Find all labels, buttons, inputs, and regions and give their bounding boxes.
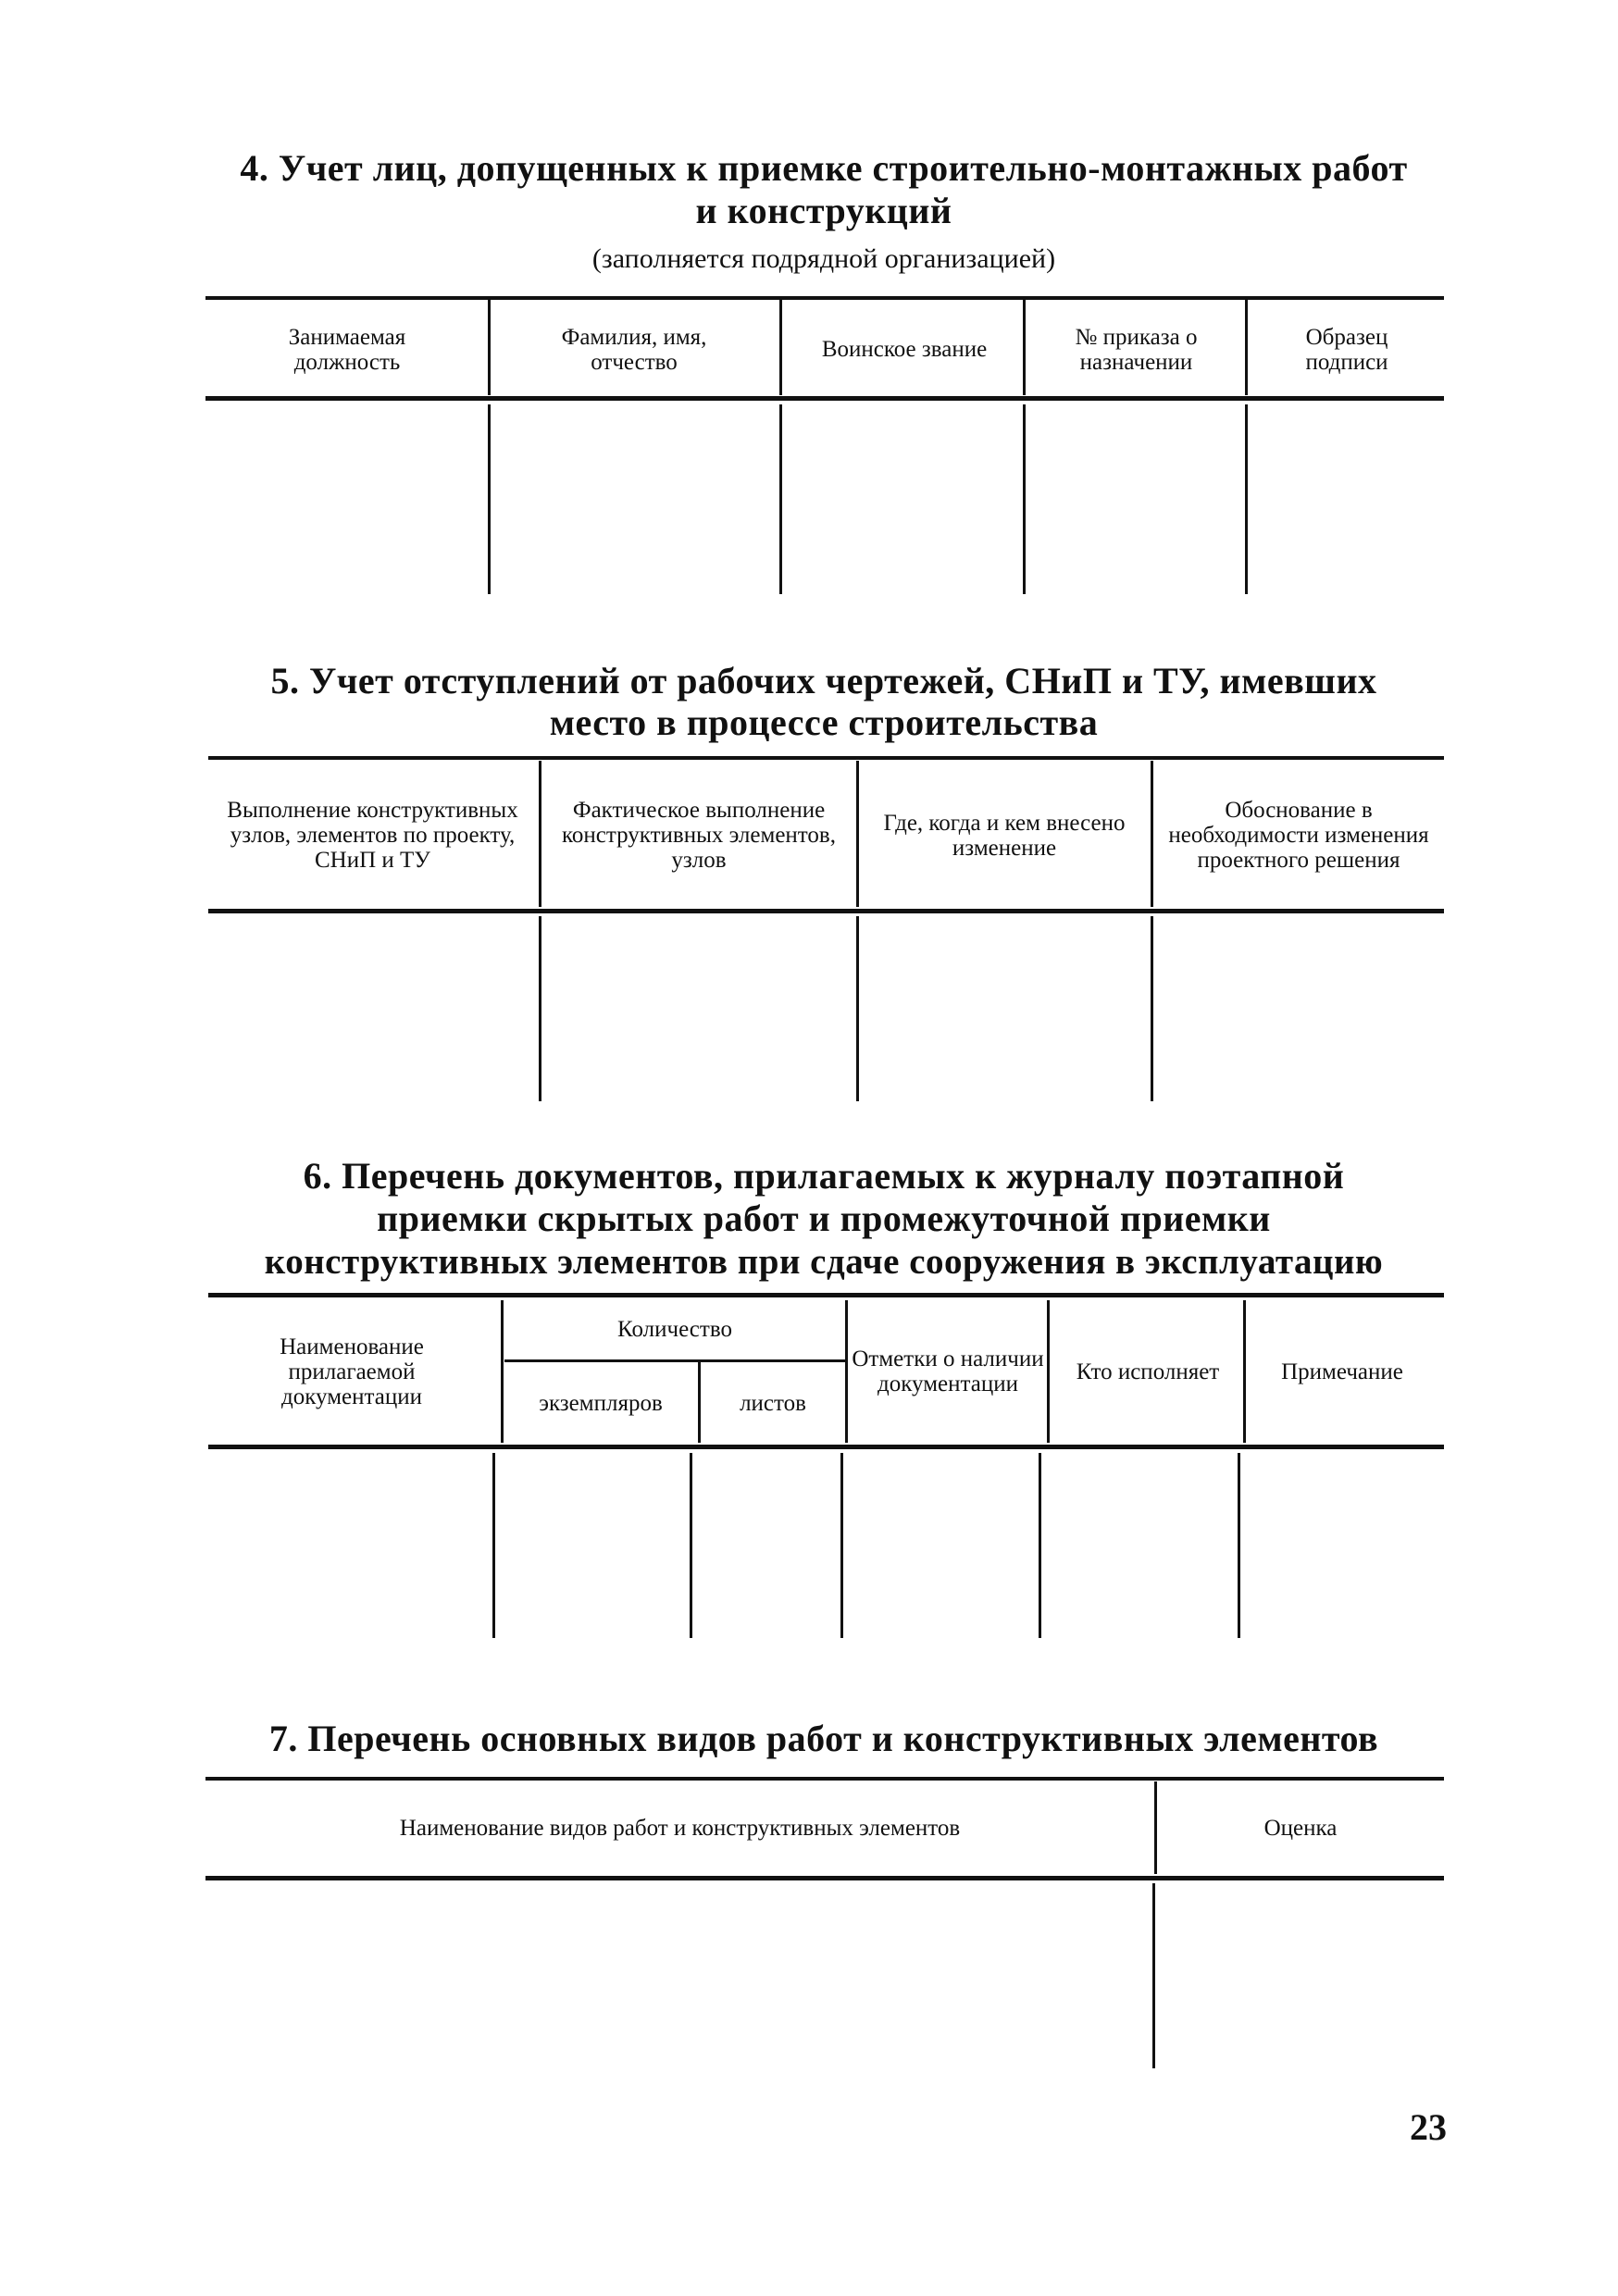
section-4-divider <box>1023 404 1026 594</box>
section-5-table-top-rule <box>208 756 1444 760</box>
section-5-divider <box>856 761 859 907</box>
section-7-header-work-types: Наименование видов работ и конструктивных элементов <box>399 1816 961 1841</box>
section-7-title: 7. Перечень основных видов работ и конструктивных элементов <box>268 1718 1379 1759</box>
section-4-header-military-rank: Воинское звание <box>821 337 988 362</box>
section-4-title-line2: и конструкций <box>695 190 952 231</box>
section-4-header-order-number: № приказа о назначении <box>1075 324 1198 375</box>
section-6-header-note: Примечание <box>1281 1359 1403 1384</box>
section-6-divider <box>690 1453 692 1638</box>
section-6-table-header-rule <box>208 1445 1444 1449</box>
section-6-header-document-name: Наименование прилагаемой документации <box>280 1334 424 1409</box>
section-5-header-actual: Фактическое выполнение конструктивных элементов, узлов <box>562 798 836 873</box>
section-6-divider <box>845 1300 848 1443</box>
section-6-header-copies: экземпляров <box>539 1391 663 1416</box>
section-6-quantity-rule <box>504 1359 845 1362</box>
section-5-divider <box>1151 916 1153 1101</box>
section-4-header-position: Занимаемая должность <box>288 324 406 375</box>
section-5-divider <box>539 916 541 1101</box>
section-6-divider <box>492 1453 495 1638</box>
section-7-table-top-rule <box>205 1777 1444 1781</box>
section-6-divider <box>1047 1300 1050 1443</box>
section-7-divider <box>1154 1781 1157 1874</box>
section-5-title-line1: 5. Учет отступлений от рабочих чертежей, СНиП и ТУ, имевших <box>270 660 1377 701</box>
section-4-divider <box>488 300 491 395</box>
section-4-divider <box>488 404 491 594</box>
section-6-header-quantity: Количество <box>617 1316 732 1342</box>
section-4-subtitle: (заполняется подрядной организацией) <box>591 243 1056 274</box>
section-6-divider <box>1039 1453 1041 1638</box>
section-7-table-header-rule <box>205 1876 1444 1880</box>
section-6-header-executor: Кто исполняет <box>1076 1359 1220 1384</box>
section-5-divider <box>539 761 541 907</box>
section-4-divider <box>1023 300 1026 395</box>
section-6-divider <box>840 1453 843 1638</box>
section-4-table-header-rule <box>205 396 1444 401</box>
section-7-header-grade: Оценка <box>1263 1816 1338 1841</box>
section-5-title-line2: место в процессе строительства <box>549 701 1099 743</box>
section-5-table-header-rule <box>208 909 1444 913</box>
section-4-header-full-name: Фамилия, имя, отчество <box>561 324 707 375</box>
section-5-divider <box>856 916 859 1101</box>
section-6-header-sheets: листов <box>740 1391 806 1416</box>
section-4-title-line1: 4. Учет лиц, допущенных к приемке строительно-монтажных работ <box>240 147 1408 189</box>
section-7-divider <box>1152 1883 1155 2068</box>
section-5-header-where-when: Где, когда и кем внесено изменение <box>883 810 1126 861</box>
section-5-header-by-project: Выполнение конструктивных узлов, элементов по проекту, СНиП и ТУ <box>227 798 518 873</box>
page-number: 23 <box>1410 2106 1447 2148</box>
section-4-divider <box>1245 404 1248 594</box>
section-4-header-signature: Образец подписи <box>1305 324 1388 375</box>
section-6-title-line2: приемки скрытых работ и промежуточной приемки <box>377 1198 1271 1239</box>
section-6-divider <box>1238 1453 1240 1638</box>
section-4-divider <box>1245 300 1248 395</box>
section-6-title-line1: 6. Перечень документов, прилагаемых к журналу поэтапной <box>303 1155 1345 1197</box>
section-5-divider <box>1151 761 1153 907</box>
section-6-divider <box>501 1300 504 1443</box>
section-6-divider <box>698 1362 701 1443</box>
section-5-header-justification: Обоснование в необходимости изменения проектного решения <box>1168 798 1429 873</box>
section-4-table-top-rule <box>205 296 1444 300</box>
section-4-divider <box>779 300 782 395</box>
section-4-divider <box>779 404 782 594</box>
section-6-divider <box>1243 1300 1246 1443</box>
section-6-table-top-rule <box>208 1293 1444 1297</box>
section-6-title-line3: конструктивных элементов при сдаче сооружения в эксплуатацию <box>264 1242 1384 1282</box>
section-6-header-marks: Отметки о наличии документации <box>852 1347 1044 1396</box>
